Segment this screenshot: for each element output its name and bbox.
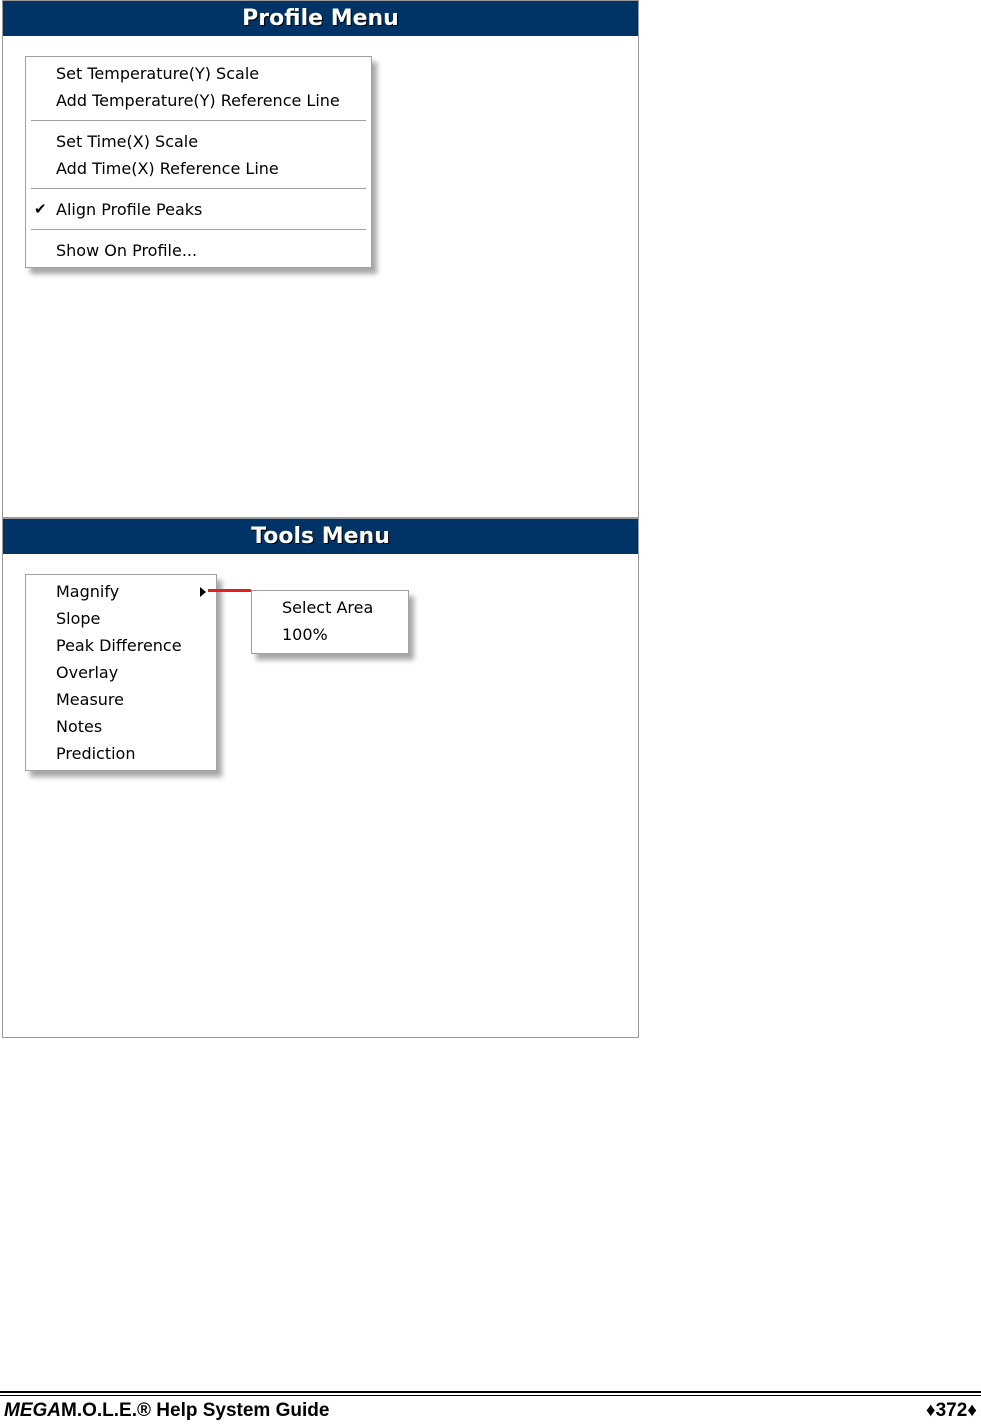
tools-menu-title: Tools Menu: [3, 519, 638, 554]
menu-separator: [31, 120, 366, 121]
submenu-connector-line: [208, 589, 251, 592]
menu-separator: [31, 229, 366, 230]
menu-item-peak-difference[interactable]: Peak Difference: [56, 636, 182, 655]
checkmark-icon: ✔: [34, 200, 47, 218]
profile-menu-title: Profile Menu: [3, 1, 638, 36]
menu-item-measure[interactable]: Measure: [56, 690, 124, 709]
profile-context-menu: [25, 56, 372, 268]
footer-brand-rest: M.O.L.E.® Help System Guide: [61, 1400, 330, 1421]
menu-separator: [31, 188, 366, 189]
menu-item-magnify[interactable]: [26, 578, 216, 605]
submenu-arrow-icon: [200, 587, 206, 597]
tools-context-menu: [25, 574, 217, 771]
menu-item-set-time-scale[interactable]: Set Time(X) Scale: [56, 132, 199, 151]
submenu-item-100-percent[interactable]: 100%: [282, 625, 328, 644]
footer-rule: [0, 1395, 981, 1396]
menu-item-overlay[interactable]: Overlay: [56, 663, 119, 682]
menu-item-align-profile-peaks[interactable]: [26, 196, 371, 223]
menu-item-add-time-reference-line[interactable]: Add Time(X) Reference Line: [56, 159, 279, 178]
menu-item-label: Magnify: [56, 582, 120, 601]
magnify-submenu: [251, 590, 409, 654]
menu-item-label: Align Profile Peaks: [56, 200, 203, 219]
menu-item-set-temperature-scale[interactable]: Set Temperature(Y) Scale: [56, 64, 260, 83]
footer-rule: [0, 1391, 981, 1393]
menu-item-prediction[interactable]: Prediction: [56, 744, 136, 763]
menu-item-show-on-profile[interactable]: Show On Profile...: [56, 241, 198, 260]
menu-item-slope[interactable]: Slope: [56, 609, 101, 628]
footer-guide-title: [4, 1400, 329, 1421]
menu-item-add-temperature-reference-line[interactable]: Add Temperature(Y) Reference Line: [56, 91, 340, 110]
page-number: ♦372♦: [925, 1400, 977, 1421]
submenu-item-select-area[interactable]: Select Area: [282, 598, 374, 617]
menu-item-notes[interactable]: Notes: [56, 717, 103, 736]
page-footer: [4, 1400, 977, 1422]
footer-brand-italic: MEGA: [4, 1400, 61, 1421]
